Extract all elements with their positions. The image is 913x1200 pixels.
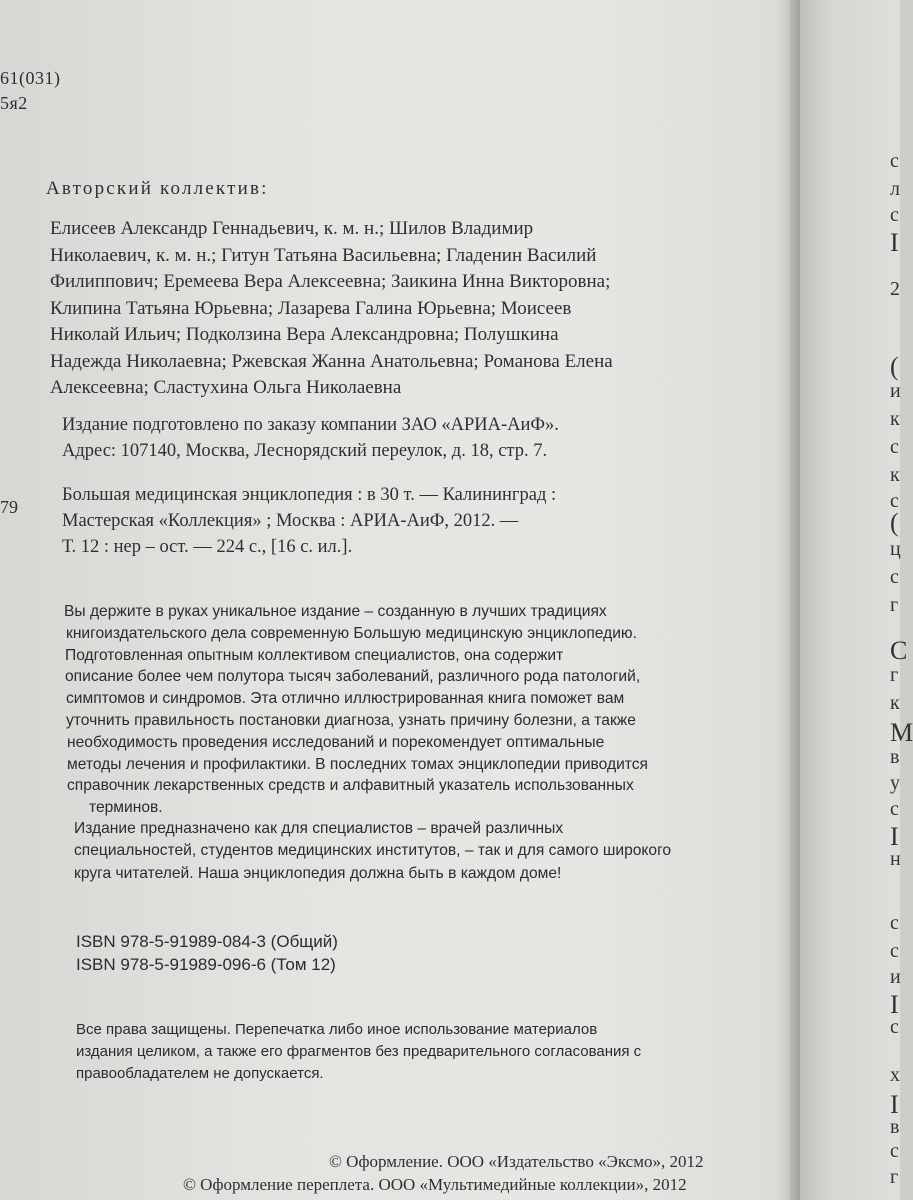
copyright-design: © Оформление. ООО «Издательство «Эксмо», 2012: [329, 1152, 704, 1171]
facing-page-fragment: 2: [890, 278, 900, 300]
isbn-line: ISBN 978-5-91989-084-3 (Общий): [76, 932, 338, 951]
isbn-line: ISBN 978-5-91989-096-6 (Том 12): [76, 955, 336, 974]
facing-page-fragment: л: [890, 178, 900, 200]
authors-heading: Авторский коллектив:: [46, 178, 269, 199]
authors-list: [50, 216, 750, 402]
facing-page-fragment: I: [890, 990, 899, 1019]
annotation-line: Вы держите в руках уникальное издание – созданную в лучших традициях: [64, 603, 607, 620]
facing-page-fragment: с: [890, 490, 899, 512]
isbn-block: [76, 930, 338, 976]
facing-page-fragment: в: [890, 1116, 900, 1138]
facing-page-fragment: в: [890, 746, 900, 768]
margin-number: 79: [0, 497, 18, 517]
annotation: [64, 601, 648, 819]
purpose-statement: [74, 818, 671, 885]
rights-line: издания целиком, а также его фрагментов без предварительного согласования с: [76, 1043, 642, 1060]
facing-page: [800, 0, 913, 1200]
facing-page-fragment: и: [890, 380, 901, 402]
rights-line: правообладателем не допускается.: [76, 1065, 324, 1082]
rights-line: Все права защищены. Перепечатка либо иное использование материалов: [76, 1021, 598, 1038]
annotation-line: необходимость проведения исследований и порекомендует оптимальные: [67, 733, 605, 751]
facing-page-fragment: г: [890, 1166, 899, 1188]
facing-page-fragment: с: [890, 1140, 899, 1162]
facing-page-fragment: и: [890, 966, 901, 988]
udk-code-1: 61(031): [0, 68, 61, 88]
authors-line: Клипина Татьяна Юрьевна; Лазарева Галина Юрьевна; Моисеев: [50, 297, 572, 319]
facing-page-fragment: с: [890, 204, 899, 226]
authors-line: Надежда Николаевна; Ржевская Жанна Анатольевна; Романова Елена: [50, 350, 613, 372]
publisher-note-line: Адрес: 107140, Москва, Леснорядский переулок, д. 18, стр. 7.: [62, 441, 548, 461]
facing-page-fragment: С: [890, 636, 908, 665]
purpose-line: Издание предназначено как для специалистов – врачей различных: [74, 820, 564, 837]
annotation-line: описание более чем полутора тысяч заболеваний, различного рода патологий,: [65, 668, 641, 686]
authors-line: Филиппович; Еремеева Вера Алексеевна; Заикина Инна Викторовна;: [50, 271, 611, 292]
book-gutter: [775, 0, 800, 1200]
facing-page-fragment: ц: [890, 538, 901, 560]
facing-page-fragment: М: [890, 718, 913, 747]
authors-line: Елисеев Александр Геннадьевич, к. м. н.; Шилов Владимир: [50, 218, 534, 239]
facing-page-fragment: г: [890, 594, 899, 616]
bibliographic-line: Большая медицинская энциклопедия : в 30 т. — Калининград :: [62, 485, 557, 505]
authors-line: Алексеевна; Сластухина Ольга Николаевна: [50, 377, 402, 398]
rights-notice: [76, 1019, 641, 1085]
facing-page-fragment: с: [890, 912, 899, 934]
annotation-line: справочник лекарственных средств и алфавитный указатель использованных: [67, 777, 634, 795]
facing-page-fragment: (: [890, 508, 899, 537]
purpose-line: специальностей, студентов медицинских институтов, – так и для самого широкого: [74, 842, 672, 860]
facing-page-fragment: х: [890, 1064, 900, 1086]
facing-page-fragment: к: [890, 464, 900, 486]
annotation-line: уточнить правильность постановки диагноза, узнать причину болезни, а также: [66, 711, 636, 729]
facing-page-fragment: с: [890, 940, 899, 962]
authors-line: Николаевич, к. м. н.; Гитун Татьяна Васильевна; Гладенин Василий: [50, 244, 597, 266]
facing-page-fragment: с: [890, 566, 899, 588]
facing-page-fragment: с: [890, 436, 899, 458]
facing-page-fragment: I: [890, 822, 899, 851]
annotation-line: терминов.: [89, 799, 163, 817]
facing-page-fragment: у: [890, 772, 900, 794]
annotation-line: методы лечения и профилактики. В последних томах энциклопедии приводится: [67, 755, 649, 773]
udk-code-2: 5я2: [0, 93, 28, 113]
authors-line: Николай Ильич; Подколзина Вера Александровна; Полушкина: [50, 324, 559, 345]
publisher-note-line: Издание подготовлено по заказу компании ЗАО «АРИА-АиФ».: [62, 415, 559, 435]
annotation-line: Подготовленная опытным коллективом специалистов, она содержит: [65, 646, 564, 664]
facing-page-fragment: с: [890, 798, 899, 820]
copyright-cover: © Оформление переплета. ООО «Мультимедийные коллекции», 2012: [183, 1175, 687, 1194]
facing-page-fragment: с: [890, 150, 899, 172]
facing-page-fragment: н: [890, 848, 901, 870]
annotation-line: симптомов и синдромов. Эта отлично иллюстрированная книга поможет вам: [66, 690, 625, 708]
facing-page-fragment: с: [890, 1016, 899, 1038]
facing-page-fragment: к: [890, 692, 900, 714]
facing-page-fragment: I: [890, 228, 899, 257]
facing-page-fragment: г: [890, 664, 899, 686]
facing-page-fragment: I: [890, 1090, 899, 1119]
bibliographic-record: [62, 482, 556, 560]
bibliographic-line: Мастерская «Коллекция» ; Москва : АРИА-АиФ, 2012. —: [62, 511, 519, 531]
facing-page-fragment: к: [890, 408, 900, 430]
purpose-line: круга читателей. Наша энциклопедия должна быть в каждом доме!: [74, 864, 562, 882]
annotation-line: книгоиздательского дела современную Большую медицинскую энциклопедию.: [66, 624, 637, 642]
bibliographic-line: Т. 12 : нер – ост. — 224 с., [16 с. ил.].: [62, 537, 353, 557]
facing-page-fragment: (: [890, 352, 899, 381]
publisher-note: [62, 412, 559, 464]
